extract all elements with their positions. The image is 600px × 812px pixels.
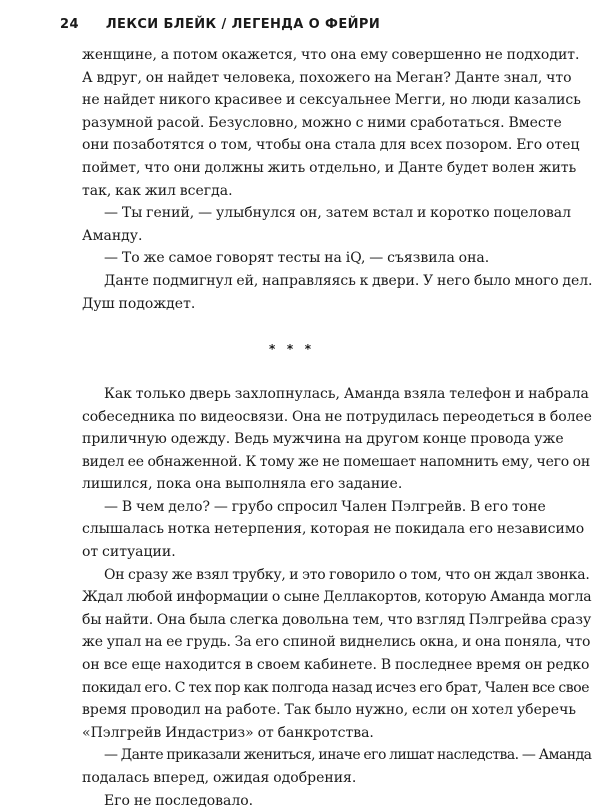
text-line: покидал его. С тех пор как полгода назад исчез его брат, Чален все свое — [82, 679, 590, 696]
text-line: — Ты гений, — улыбнулся он, затем встал и коротко поцеловал — [104, 205, 572, 222]
section-separator: * * * — [269, 341, 315, 356]
text-line: подалась вперед, ожидая одобрения. — [82, 770, 357, 786]
text-line: от ситуации. — [82, 544, 176, 561]
paragraph-4 — [82, 270, 592, 315]
text-line: видел ее обнаженной. К тому же не помешает напомнить ему, чего он — [82, 453, 591, 470]
text-line: А вдруг, он найдет человека, похожего на Меган? Данте знал, что — [82, 69, 572, 86]
paragraph-9 — [82, 790, 592, 812]
page-number: 24 — [60, 17, 79, 32]
paragraph-5 — [82, 383, 592, 496]
text-line: так, как жил всегда. — [82, 182, 233, 199]
text-line: «Пэлгрейв Индастриз» от банкротства. — [82, 724, 374, 741]
text-line: Ждал любой информации о сыне Деллакортов, которую Аманда могла — [82, 589, 592, 606]
paragraph-2 — [82, 202, 592, 247]
paragraph-7 — [82, 564, 592, 745]
text-line: женщине, а потом окажется, что она ему совершенно не подходит. — [82, 47, 580, 63]
text-line: собеседника по видеосвязи. Она не потрудилась переодеться в более — [82, 408, 592, 425]
paragraph-6 — [82, 496, 592, 564]
text-line: приличную одежду. Ведь мужчина на другом конце провода уже — [82, 431, 564, 448]
text-line: он все еще находится в своем кабинете. В последнее время он редко — [82, 657, 590, 674]
text-line: слышалась нотка нетерпения, которая не покидала его независимо — [82, 521, 585, 538]
text-line: — То же самое говорят тесты на iQ, — съязвила она. — [104, 250, 490, 267]
text-line: лишился, пока она выполняла его задание. — [82, 476, 403, 493]
text-line: Он сразу же взял трубку, и это говорило о том, что он ждал звонка. — [104, 566, 590, 583]
text-line: не найдет никого красивее и сексуальнее Мегги, но люди казались — [82, 92, 581, 109]
text-line: поймет, что они должны жить отдельно, и Данте будет волен жить — [82, 159, 577, 176]
book-title: ЛЕКСИ БЛЕЙК / ЛЕГЕНДА О ФЕЙРИ — [105, 17, 381, 32]
text-line: Данте подмигнул ей, направляясь к двери. У него было много дел. — [104, 272, 593, 289]
text-block — [82, 44, 592, 812]
paragraph-1 — [82, 44, 592, 202]
text-line: — Данте приказали жениться, иначе его лишат наследства. — Аманда — [104, 747, 592, 764]
running-head — [60, 12, 550, 38]
text-line: Аманду. — [82, 227, 143, 244]
paragraph-3 — [82, 247, 592, 270]
text-line: они позаботятся о том, чтобы она стала для всех позором. Его отец — [82, 137, 580, 154]
section-gap — [82, 360, 592, 383]
paragraph-8 — [82, 744, 592, 789]
text-line: разумной расой. Безусловно, можно с ними сработаться. Вместе — [82, 114, 562, 131]
text-line: бы найти. Она была слегка довольна тем, что взгляд Пэлгрейва сразу — [82, 611, 592, 628]
text-line: же упал на ее грудь. За его спиной виднелись окна, и она поняла, что — [82, 634, 591, 651]
text-line: Как только дверь захлопнулась, Аманда взяла телефон и набрала — [104, 385, 589, 402]
text-line: Душ подождет. — [82, 295, 196, 312]
text-line: — В чем дело? — грубо спросил Чален Пэлгрейв. В его тоне — [104, 498, 546, 515]
section-gap — [82, 315, 592, 338]
text-line: время проводил на работе. Так было нужно, если он хотел уберечь — [82, 702, 576, 719]
text-line: Его не последовало. — [104, 792, 254, 809]
